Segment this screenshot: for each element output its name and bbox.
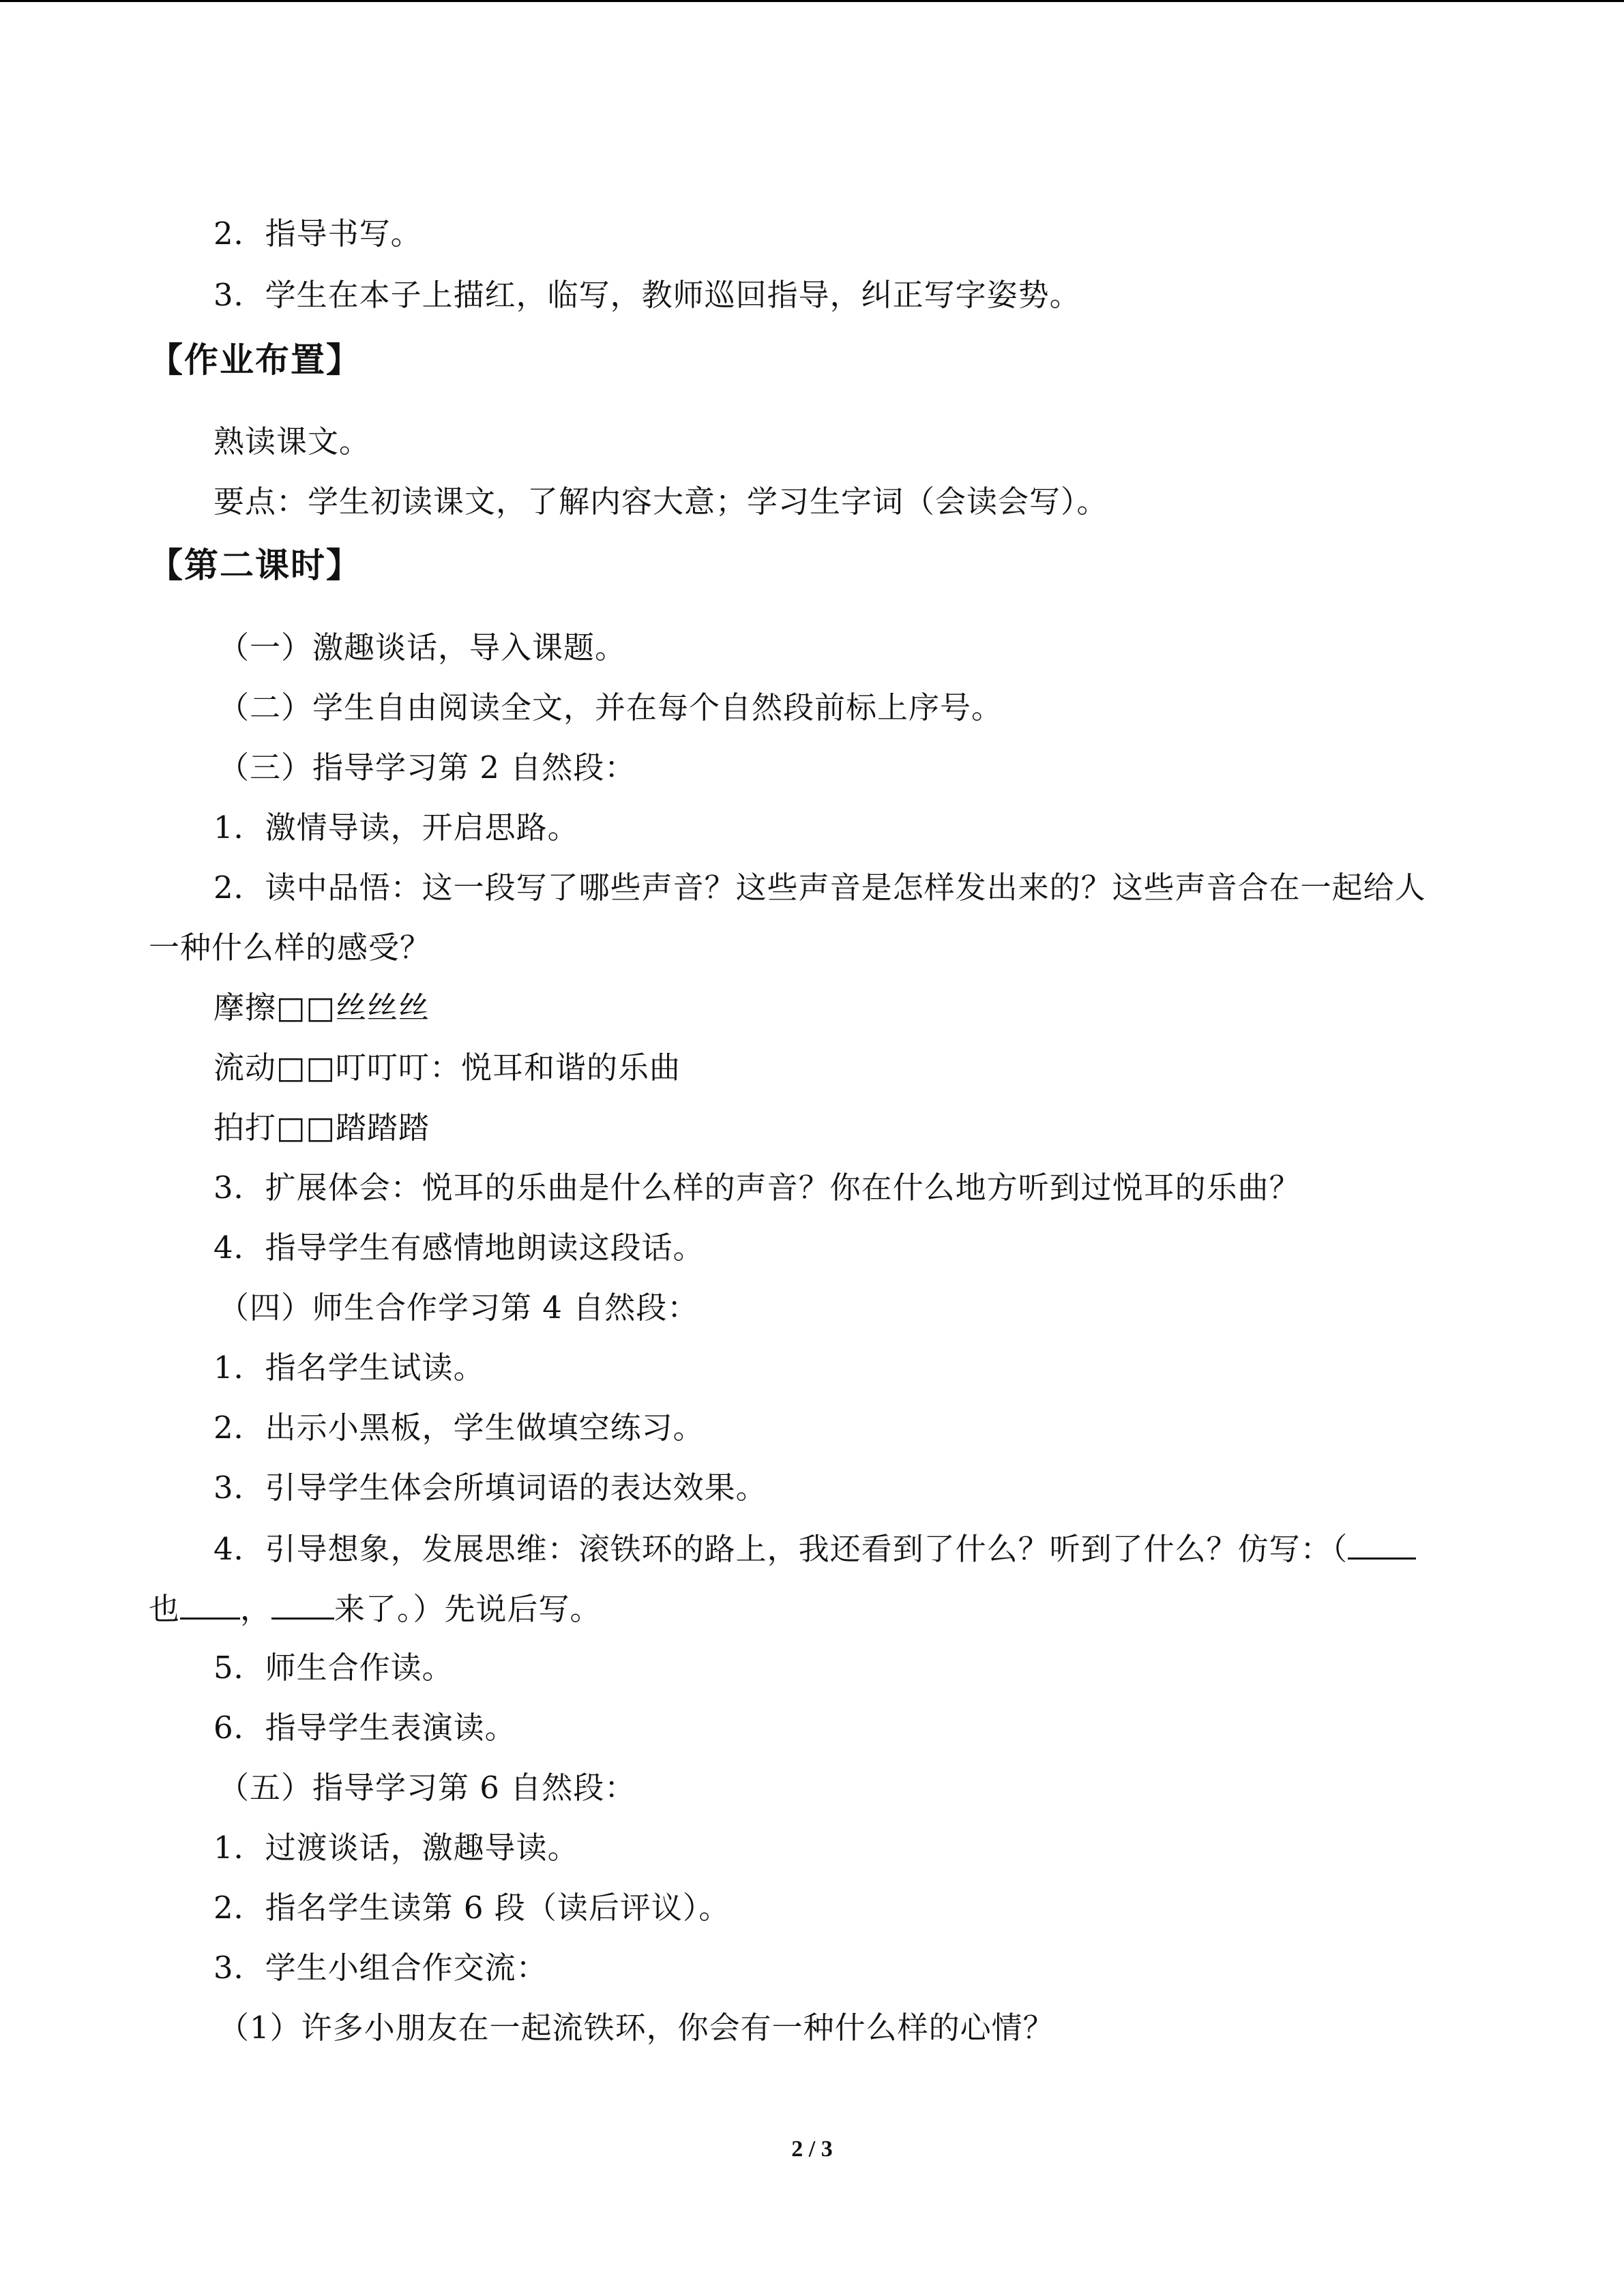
paragraph-line: （四）师生合作学习第 4 自然段： bbox=[218, 1289, 699, 1326]
paragraph-line: 2．读中品悟：这一段写了哪些声音？这些声音是怎样发出来的？这些声音合在一起给人 bbox=[213, 869, 1426, 906]
fill-in-blank bbox=[271, 1587, 334, 1620]
paragraph-line: （1）许多小朋友在一起流铁环，你会有一种什么样的心情？ bbox=[218, 2010, 1054, 2046]
paragraph-line bbox=[213, 1527, 1416, 1570]
paragraph-line-text: ， bbox=[240, 1591, 272, 1627]
section-heading-second-lesson: 【第二课时】 bbox=[149, 546, 361, 585]
paragraph-line: 1．指名学生试读。 bbox=[213, 1350, 485, 1386]
paragraph-line-text: 来了。）先说后写。 bbox=[334, 1591, 602, 1627]
paragraph-line: （三）指导学习第 2 自然段： bbox=[218, 749, 636, 786]
paragraph-line: 1．过渡谈话，激趣导读。 bbox=[213, 1830, 579, 1866]
paragraph-line: （一）激趣谈话，导入课题。 bbox=[218, 629, 627, 666]
fill-in-blank bbox=[1348, 1527, 1416, 1560]
paragraph-line: 摩擦□□丝丝丝 bbox=[213, 989, 430, 1026]
paragraph-line: 6．指导学生表演读。 bbox=[213, 1710, 516, 1746]
paragraph-line: （五）指导学习第 6 自然段： bbox=[218, 1770, 636, 1806]
paragraph-line: 4．指导学生有感情地朗读这段话。 bbox=[213, 1229, 705, 1266]
paragraph-line: 5．师生合作读。 bbox=[213, 1650, 454, 1686]
paragraph-line: 2．指名学生读第 6 段（读后评议）。 bbox=[213, 1890, 730, 1926]
paragraph-line: 流动□□叮叮叮：悦耳和谐的乐曲 bbox=[213, 1049, 681, 1086]
fill-in-blank bbox=[180, 1587, 240, 1620]
paragraph-line: 2．指导书写。 bbox=[213, 215, 422, 252]
paragraph-line-text: 也 bbox=[149, 1591, 181, 1627]
paragraph-line: 1．激情导读，开启思路。 bbox=[213, 809, 579, 846]
paragraph-line: （二）学生自由阅读全文，并在每个自然段前标上序号。 bbox=[218, 689, 1003, 726]
paragraph-line: 3．学生在本子上描红，临写，教师巡回指导，纠正写字姿势。 bbox=[213, 277, 1081, 313]
section-heading-homework: 【作业布置】 bbox=[149, 340, 361, 380]
paragraph-line: 拍打□□踏踏踏 bbox=[213, 1109, 430, 1146]
paragraph-line-text: 4．引导想象，发展思维：滚铁环的路上，我还看到了什么？听到了什么？仿写：（ bbox=[213, 1531, 1348, 1567]
paragraph-line: 3．学生小组合作交流： bbox=[213, 1950, 548, 1986]
page-number: 2 / 3 bbox=[791, 2136, 833, 2162]
paragraph-line: 熟读课文。 bbox=[213, 423, 371, 460]
paragraph-line: 要点：学生初读课文，了解内容大意；学习生字词（会读会写）。 bbox=[213, 483, 1108, 520]
paragraph-line: 3．扩展体会：悦耳的乐曲是什么样的声音？你在什么地方听到过悦耳的乐曲？ bbox=[213, 1169, 1301, 1206]
paragraph-line: 一种什么样的感受？ bbox=[149, 929, 432, 966]
paragraph-line: 3．引导学生体会所填词语的表达效果。 bbox=[213, 1470, 767, 1506]
paragraph-line bbox=[149, 1587, 602, 1630]
paragraph-line: 2．出示小黑板，学生做填空练习。 bbox=[213, 1410, 705, 1446]
